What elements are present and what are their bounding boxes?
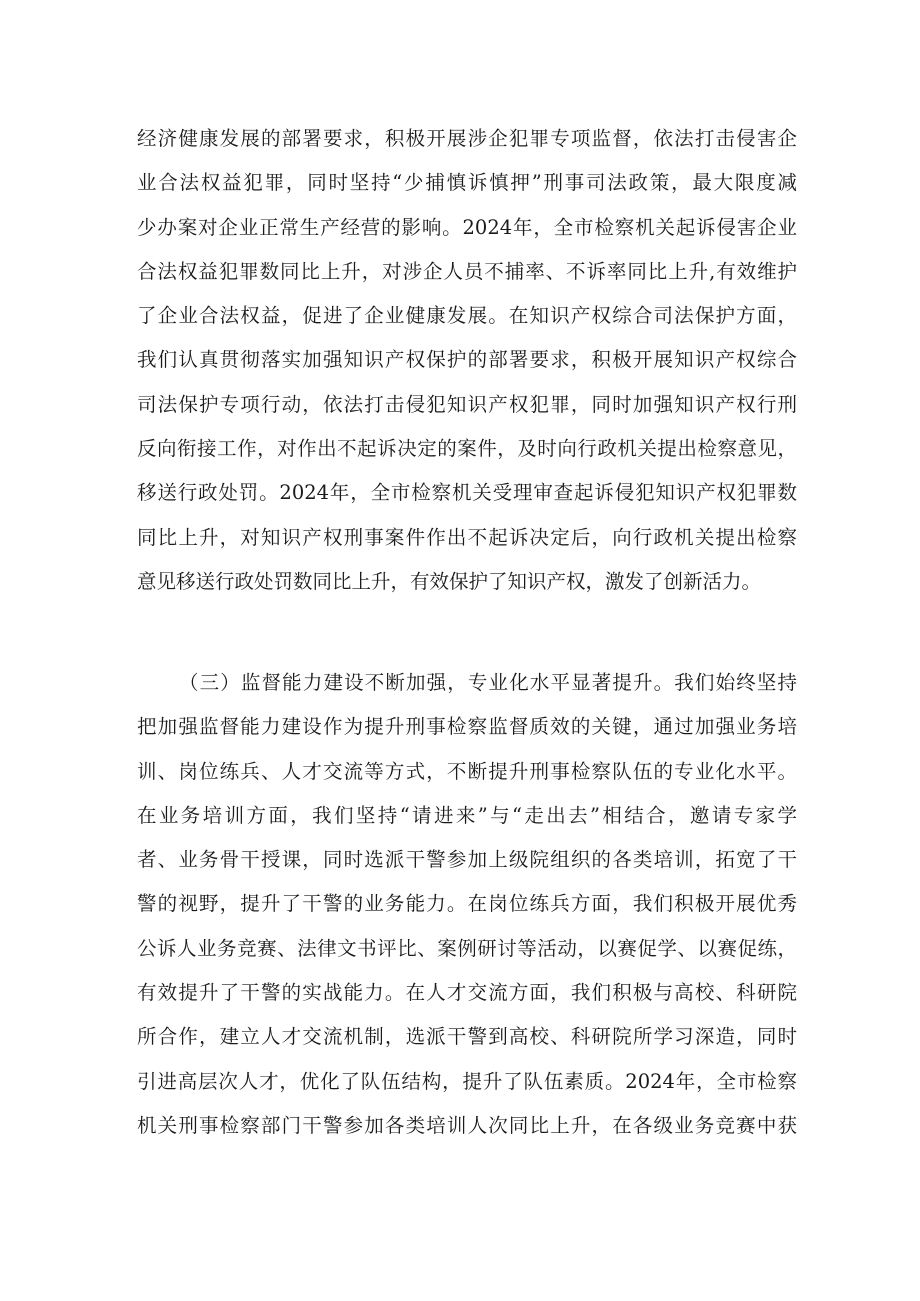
text-line: 引进高层次人才，优化了队伍结构，提升了队伍素质。2024年，全市检察 — [137, 1069, 797, 1093]
text-line: 有效提升了干警的实战能力。在人才交流方面，我们积极与高校、科研院 — [137, 981, 797, 1005]
text-line: 警的视野，提升了干警的业务能力。在岗位练兵方面，我们积极开展优秀 — [137, 892, 797, 916]
text-line: 同比上升，对知识产权刑事案件作出不起诉决定后，向行政机关提出检察 — [137, 525, 797, 549]
paragraph-capacity-building — [137, 661, 797, 1148]
paragraph-ip-protection — [137, 117, 797, 604]
text-line: 者、业务骨干授课，同时选派干警参加上级院组织的各类培训，拓宽了干 — [137, 848, 797, 872]
text-line: 公诉人业务竞赛、法律文书评比、案例研讨等活动，以赛促学、以赛促练， — [137, 936, 797, 960]
text-line: 意见移送行政处罚数同比上升，有效保护了知识产权，激发了创新活力。 — [137, 569, 762, 593]
text-line: 经济健康发展的部署要求，积极开展涉企犯罪专项监督，依法打击侵害企 — [137, 127, 797, 150]
text-line: 司法保护专项行动，依法打击侵犯知识产权犯罪，同时加强知识产权行刑 — [137, 392, 797, 416]
text-line: 在业务培训方面，我们坚持“请进来”与“走出去”相结合，邀请专家学 — [137, 803, 797, 827]
section-heading-line: （三）监督能力建设不断加强，专业化水平显著提升。我们始终坚持 — [179, 671, 797, 694]
text-line: 所合作，建立人才交流机制，选派干警到高校、科研院所学习深造，同时 — [137, 1025, 797, 1049]
text-line: 机关刑事检察部门干警参加各类培训人次同比上升，在各级业务竞赛中获 — [137, 1113, 797, 1137]
text-line: 训、岗位练兵、人才交流等方式，不断提升刑事检察队伍的专业化水平。 — [137, 759, 797, 783]
text-line: 了企业合法权益，促进了企业健康发展。在知识产权综合司法保护方面， — [137, 304, 797, 328]
text-line: 我们认真贯彻落实加强知识产权保护的部署要求，积极开展知识产权综合 — [137, 348, 797, 372]
text-line: 把加强监督能力建设作为提升刑事检察监督质效的关键，通过加强业务培 — [137, 715, 797, 739]
text-line: 移送行政处罚。2024年，全市检察机关受理审查起诉侵犯知识产权犯罪数 — [137, 481, 797, 505]
text-line: 少办案对企业正常生产经营的影响。2024年，全市检察机关起诉侵害企业 — [137, 215, 797, 239]
text-line: 合法权益犯罪数同比上升，对涉企人员不捕率、不诉率同比上升,有效维护 — [137, 259, 797, 283]
text-line: 反向衔接工作，对作出不起诉决定的案件，及时向行政机关提出检察意见， — [137, 437, 797, 461]
text-line: 业合法权益犯罪，同时坚持“少捕慎诉慎押”刑事司法政策，最大限度减 — [137, 171, 797, 195]
